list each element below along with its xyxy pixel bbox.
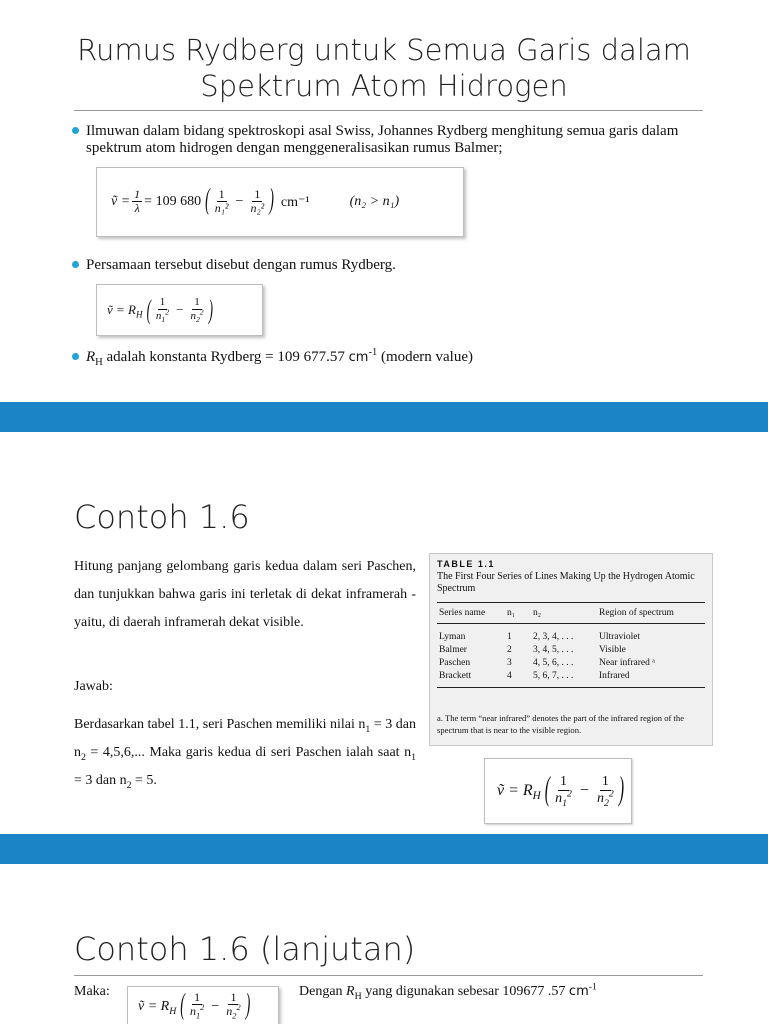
eq-lhs: ṽ = [111,194,131,209]
maka-label: Maka: [74,984,110,999]
eq-unit: cm⁻¹ [280,194,310,210]
eq-minus: − [579,782,589,799]
slide-separator-band [0,834,768,864]
eq-frac-n2: $\frac{1}{n_2^2}$ [190,296,204,325]
bullet-dot [72,353,79,360]
title-line-2: Spektrum Atom Hidrogen [200,69,568,103]
answer-text: Berdasarkan tabel 1.1, seri Paschen memiliki nilai $n_1 = 3$ dan $n_2 = 4,5,6$,... Maka garis kedua di seri Paschen ialah saat $n_1 = 3$ dan $n_2 = 5$. [74,717,417,791]
eq-lhs: ṽ = $R_H$ [107,302,143,320]
title-line-1: Rumus Rydberg untuk Semua Garis dalam [77,33,691,67]
table-hydrogen-series [429,553,713,746]
table-caption: The First Four Series of Lines Making Up the Hydrogen Atomic Spectrum [437,571,695,594]
bullet-dot [72,261,79,268]
question-text: Hitung panjang gelombang garis kedua dalam seri Paschen, dan tunjukkan bahwa garis ini terletak di dekat inframerah - yaitu, di daerah inframerah dekat visible. [74,559,416,630]
eq-constant: = 109 680 [144,194,202,209]
table-row: Lyman 1 2, 3, 4, . . . Ultraviolet [439,632,641,642]
eq-frac-n1: $\frac{1}{n_1^2}$ [555,774,572,809]
eq-lhs: ṽ = $R_H$ [497,782,541,803]
eq-frac-n2: $\frac{1}{n_2^2}$ [596,774,614,809]
bullet-text: Persamaan tersebut disebut dengan rumus Rydberg. [86,257,396,273]
col-region: Region of spectrum [597,603,705,624]
eq-frac-n2: $\frac{1}{\text{n₂²}}$ [250,187,265,215]
slide-rydberg [0,0,768,402]
table-row: Balmer 2 3, 4, 5, . . . Visible [439,645,626,655]
heading-rule [74,975,703,976]
series-table [437,602,705,688]
bullet-rydberg-intro [72,123,708,157]
table-row: Paschen 3 4, 5, 6, . . . Near infrared ᵃ [439,658,655,668]
eq-frac-n2: $\frac{1}{n_2^2}$ [226,990,241,1020]
col-series-name: Series name [437,603,505,624]
slide-heading: Contoh 1.6 [74,498,250,536]
slide-title [40,32,728,104]
table-header-row [437,603,705,624]
eq-lhs: ṽ = $R_H$ [138,999,177,1017]
title-rule [74,110,703,111]
answer-label: Jawab: [74,679,113,694]
table-footnote: a. The term “near infrared” denotes the part of the infrared region of the spectrum that is near to the visible region. [437,713,685,735]
eq-minus: − [211,999,220,1014]
equation-rydberg-numeric: ṽ = $\frac{1}{\lambda}$ = 109 680 ( $\frac{1}{\text{n₁²}}$ − $\frac{1}{\text{n₂²}}$ ) cm⁻¹ (n₂ > n₁) [96,167,464,237]
bullet-rydberg-name [72,257,708,274]
eq-frac-n1: $\frac{1}{n_1^2}$ [189,990,205,1020]
bullet-text: Ilmuwan dalam bidang spektroskopi asal Swiss, Johannes Rydberg menghitung semua garis dalam spektrum atom hidrogen dengan menggeneralisasikan rumus Balmer; [86,123,679,156]
slide-separator-band [0,402,768,432]
eq-frac-n1: $\frac{1}{\text{n₁²}}$ [214,187,229,215]
equation-rydberg-example: ṽ = $R_H$ ( $\frac{1}{n_1^2}$ − $\frac{1}{n_2^2}$ ) [484,758,632,824]
eq-minus: − [176,302,184,317]
eq-frac-n1: $\frac{1}{n_1^2}$ [155,296,170,325]
col-n2: n₂ [531,603,597,624]
table-label: TABLE 1.1 [437,559,495,569]
bullet-dot [72,127,79,134]
col-n1: n₁ [505,603,531,624]
bullet-text: $R_H$ adalah konstanta Rydberg = 109 677.57 $cm^{-1}$ (modern value) [86,347,473,368]
eq-condition: (n₂ > n₁) [349,194,400,209]
eq-minus: − [235,194,244,209]
slide-contoh-1-6-lanjutan [0,864,768,1024]
eq-frac-inv-lambda: $\frac{1}{\lambda}$ [134,187,141,215]
slide-heading: Contoh 1.6 (lanjutan) [74,930,416,968]
equation-rydberg-general: ṽ = $R_H$ ( $\frac{1}{n_1^2}$ − $\frac{1}{n_2^2}$ ) [96,284,263,336]
bullet-rydberg-constant [72,349,708,366]
dengan-text: Dengan $R_H$ yang digunakan sebesar 109677 .57 $cm^{-1}$ [299,981,597,1002]
equation-rydberg-continued: ṽ = $R_H$ ( $\frac{1}{n_1^2}$ − $\frac{1}{n_2^2}$ ) [127,986,279,1024]
table-row: Brackett 4 5, 6, 7, . . . Infrared [437,670,705,688]
